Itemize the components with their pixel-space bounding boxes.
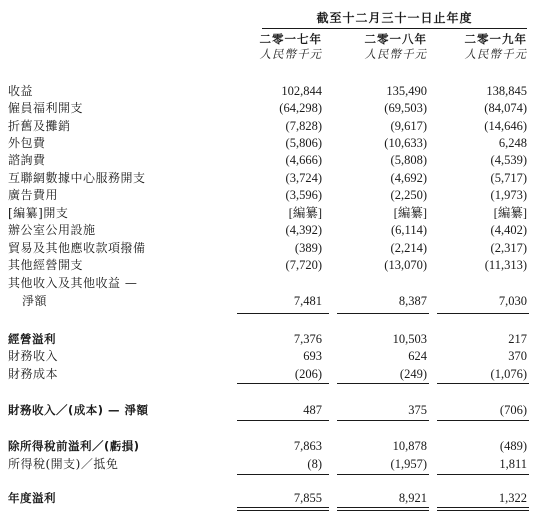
statement-row [0, 118, 534, 135]
line-item-label: 辦公室公用設施 [8, 223, 96, 237]
amount-cell-2019: (489) [499, 439, 527, 453]
profit-total-rule-2018 [337, 507, 429, 511]
amount-cell-2018: (2,250) [390, 188, 427, 202]
amount-cell-2018: 375 [408, 403, 427, 417]
amount-cell-2018: (2,214) [390, 241, 427, 255]
amount-cell-2019: (5,717) [490, 171, 527, 185]
line-item-label: 諮詢費 [8, 153, 46, 167]
amount-cell-2017: 7,481 [293, 294, 322, 308]
statement-row [0, 83, 534, 100]
subtotal-rule-2018 [337, 313, 429, 314]
line-item-label: 年度溢利 [8, 491, 56, 505]
line-item-label: 互聯網數據中心服務開支 [8, 171, 146, 185]
amount-cell-2017: (5,806) [285, 136, 322, 150]
finance-cost-rule-2019 [437, 383, 529, 384]
subtotal-rule-2017 [237, 313, 329, 314]
finance-cost-rule-2018 [337, 383, 429, 384]
statement-row [0, 402, 534, 419]
line-item-label: 貿易及其他應收款項撥備 [8, 241, 146, 255]
year-header-2019: 二零一九年 [464, 32, 527, 46]
amount-cell-2017: (3,724) [285, 171, 322, 185]
amount-cell-2019: (14,646) [484, 119, 527, 133]
tax-rule-2017 [237, 474, 329, 475]
statement-row [0, 331, 534, 348]
statement-row [0, 257, 534, 274]
amount-cell-2017: (389) [294, 241, 322, 255]
amount-cell-2019: 6,248 [498, 136, 527, 150]
amount-cell-2017: (4,392) [285, 223, 322, 237]
amount-cell-2019: (1,973) [490, 188, 527, 202]
amount-cell-2017: [編纂] [288, 206, 322, 220]
statement-row [0, 187, 534, 204]
line-item-label: 經營溢利 [8, 332, 56, 346]
amount-cell-2019: 1,322 [498, 491, 527, 505]
amount-cell-2019: (1,076) [490, 367, 527, 381]
line-item-label: 收益 [8, 84, 34, 98]
statement-row [0, 205, 534, 222]
statement-row [0, 438, 534, 455]
amount-cell-2019: (2,317) [490, 241, 527, 255]
line-item-label: 僱員福利開支 [8, 101, 84, 115]
net-finance-rule-2017 [237, 420, 329, 421]
period-header: 截至十二月三十一日止年度 [262, 9, 527, 29]
amount-cell-2018: (5,808) [390, 153, 427, 167]
net-finance-rule-2018 [337, 420, 429, 421]
unit-label-2018: 人民幣千元 [364, 47, 427, 61]
statement-row [0, 348, 534, 365]
line-item-label: [編纂]開支 [8, 206, 69, 220]
subtotal-rule-2019 [437, 313, 529, 314]
amount-cell-2018: (10,633) [384, 136, 427, 150]
amount-cell-2017: 693 [303, 349, 322, 363]
amount-cell-2017: (3,596) [285, 188, 322, 202]
amount-cell-2018: [編纂] [393, 206, 427, 220]
amount-cell-2018: 8,921 [398, 491, 427, 505]
line-item-label: 財務成本 [8, 367, 59, 381]
amount-cell-2018: 10,878 [392, 439, 427, 453]
amount-cell-2019: (11,313) [484, 258, 527, 272]
amount-cell-2017: 487 [303, 403, 322, 417]
amount-cell-2019: 217 [508, 332, 527, 346]
amount-cell-2017: 7,855 [293, 491, 322, 505]
amount-cell-2018: (13,070) [384, 258, 427, 272]
amount-cell-2019: (4,539) [490, 153, 527, 167]
unit-label-2017: 人民幣千元 [259, 47, 322, 61]
line-item-label: 外包費 [8, 136, 46, 150]
profit-total-rule-2019 [437, 507, 529, 511]
amount-cell-2017: (4,666) [285, 153, 322, 167]
amount-cell-2019: (706) [499, 403, 527, 417]
amount-cell-2017: 102,844 [281, 84, 322, 98]
line-item-label: 淨額 [22, 294, 48, 308]
amount-cell-2019: (84,074) [484, 101, 527, 115]
amount-cell-2018: (1,957) [390, 457, 427, 471]
unit-label-2019: 人民幣千元 [464, 47, 527, 61]
amount-cell-2017: (64,298) [279, 101, 322, 115]
line-item-label: 廣告費用 [8, 188, 59, 202]
amount-cell-2018: (9,617) [390, 119, 427, 133]
statement-row [0, 152, 534, 169]
line-item-label: 折舊及攤銷 [8, 119, 71, 133]
amount-cell-2017: (7,720) [285, 258, 322, 272]
statement-row [0, 222, 534, 239]
year-header-2018: 二零一八年 [364, 32, 427, 46]
amount-cell-2019: 7,030 [498, 294, 527, 308]
statement-row [0, 366, 534, 383]
statement-row [0, 275, 534, 292]
tax-rule-2019 [437, 474, 529, 475]
amount-cell-2019: [編纂] [493, 206, 527, 220]
amount-cell-2019: (4,402) [490, 223, 527, 237]
line-item-label: 其他收入及其他收益 — [8, 276, 138, 290]
line-item-label: 除所得稅前溢利／(虧損) [8, 439, 140, 453]
statement-row [0, 456, 534, 473]
statement-row [0, 100, 534, 117]
year-header-2017: 二零一七年 [259, 32, 322, 46]
amount-cell-2017: (7,828) [285, 119, 322, 133]
statement-row [0, 170, 534, 187]
profit-total-rule-2017 [237, 507, 329, 511]
amount-cell-2017: (8) [307, 457, 322, 471]
statement-row [0, 240, 534, 257]
line-item-label: 其他經營開支 [8, 258, 84, 272]
amount-cell-2018: 8,387 [398, 294, 427, 308]
net-finance-rule-2019 [437, 420, 529, 421]
amount-cell-2018: 624 [408, 349, 427, 363]
amount-cell-2018: (69,503) [384, 101, 427, 115]
amount-cell-2019: 138,845 [486, 84, 527, 98]
amount-cell-2019: 370 [508, 349, 527, 363]
amount-cell-2018: (249) [399, 367, 427, 381]
amount-cell-2017: 7,376 [293, 332, 322, 346]
amount-cell-2018: (4,692) [390, 171, 427, 185]
amount-cell-2017: (206) [294, 367, 322, 381]
statement-row [0, 293, 534, 310]
line-item-label: 所得稅(開支)／抵免 [8, 457, 119, 471]
statement-row [0, 135, 534, 152]
statement-row [0, 490, 534, 507]
line-item-label: 財務收入 [8, 349, 59, 363]
amount-cell-2018: (6,114) [391, 223, 427, 237]
amount-cell-2019: 1,811 [499, 457, 527, 471]
tax-rule-2018 [337, 474, 429, 475]
amount-cell-2017: 7,863 [293, 439, 322, 453]
amount-cell-2018: 135,490 [386, 84, 427, 98]
line-item-label: 財務收入／(成本) — 淨額 [8, 403, 149, 417]
finance-cost-rule-2017 [237, 383, 329, 384]
amount-cell-2018: 10,503 [392, 332, 427, 346]
